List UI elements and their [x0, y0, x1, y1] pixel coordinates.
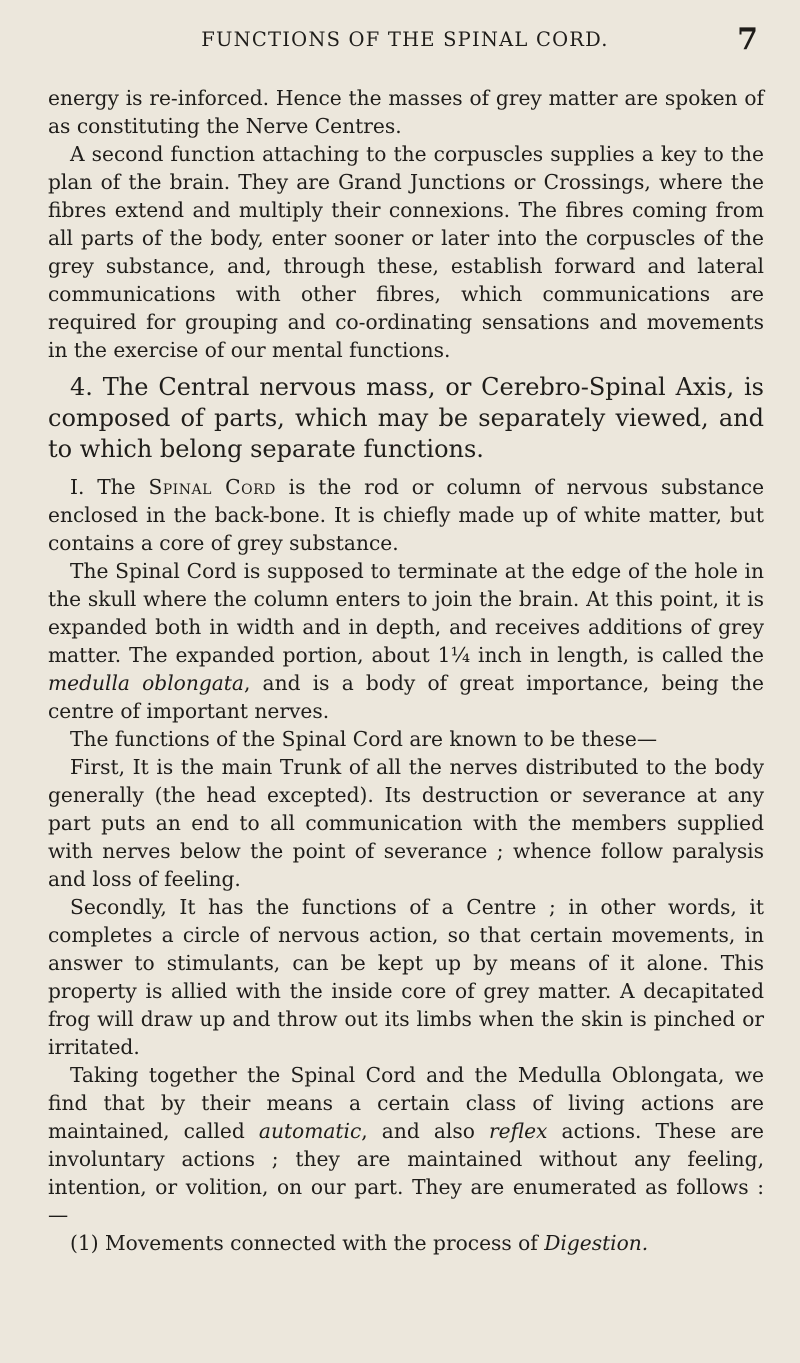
paragraph-digestion-before: (1) Movements connected with the process of [70, 1231, 545, 1255]
running-head [48, 22, 762, 56]
page-number: 7 [737, 22, 758, 57]
term-digestion: Digestion. [544, 1231, 649, 1255]
paragraph-spinal-cord-rest: is the rod or column of nervous substance enclosed in the back-bone. It is chiefly made up of white matter, but contains a core of grey substance. [48, 475, 765, 555]
paragraph-medulla-after: , and is a body of great importance, being the centre of important nerves. [48, 671, 764, 723]
paragraph-automatic-after: actions. These are involuntary actions ; they are maintained without any feeling, intention, or volition, on our part. They are enumerated as follows : — [48, 1119, 764, 1227]
term-automatic: automatic [258, 1119, 362, 1143]
paragraph-automatic-reflex [48, 1061, 764, 1229]
paragraph-medulla [48, 557, 764, 725]
paragraph-functions-intro: The functions of the Spinal Cord are known to be these— [70, 727, 658, 751]
term-spinal-cord: Spinal Cord [148, 475, 276, 499]
body-text [48, 84, 764, 1257]
paragraph-second-centre: Secondly, It has the functions of a Centre ; in other words, it completes a circle of nervous action, so that certain movements, in answer to stimulants, can be kept up by means of it alone. This property is allied with the inside core of grey matter. A decapitated frog will draw up and throw out its limbs when the skin is pinched or irritated. [48, 895, 764, 1059]
paragraph-first-function: First, It is the main Trunk of all the nerves distributed to the body generally (the head excepted). Its destruction or severance at any part puts an end to all communication with the members supplied with nerves below the point of severance ; whence follow paralysis and loss of feeling. [48, 755, 764, 891]
paragraph-digestion [48, 1229, 764, 1257]
paragraph-spinal-cord [48, 473, 764, 557]
paragraph-second-function: A second function attaching to the corpuscles supplies a key to the plan of the brain. They are Grand Junctions or Crossings, where the fibres extend and multiply their connexions. The fibres coming from all parts of the body, enter sooner or later into the corpuscles of the grey substance, and, through these, establish forward and lateral communications with other fibres, which communications are required for grouping and co-ordinating sensations and movements in the exercise of our mental functions. [48, 142, 764, 362]
running-title: FUNCTIONS OF THE SPINAL CORD. [201, 28, 609, 51]
term-medulla-oblongata: medulla oblongata [48, 671, 244, 695]
term-reflex: reflex [489, 1119, 548, 1143]
paragraph-automatic-before: Taking together the Spinal Cord and the Medulla Oblongata, we find that by their means a certain class of living actions are maintained, called [48, 1063, 764, 1143]
paragraph-medulla-before: The Spinal Cord is supposed to terminate at the edge of the hole in the skull where the column enters to join the brain. At this point, it is expanded both in width and in depth, and receives additions of grey matter. The expanded portion, about 1¼ inch in length, is called the [48, 559, 764, 667]
paragraph-automatic-middle: , and also [361, 1119, 490, 1143]
paragraph-energy: energy is re-inforced. Hence the masses of grey matter are spoken of as constituting the Nerve Centres. [48, 86, 764, 138]
section-heading-cerebro-spinal-axis: 4. The Central nervous mass, or Cerebro-Spinal Axis, is composed of parts, which may be separately viewed, and to which belong separate functions. [48, 373, 764, 463]
paragraph-spinal-cord-lead: I. The [70, 475, 149, 499]
